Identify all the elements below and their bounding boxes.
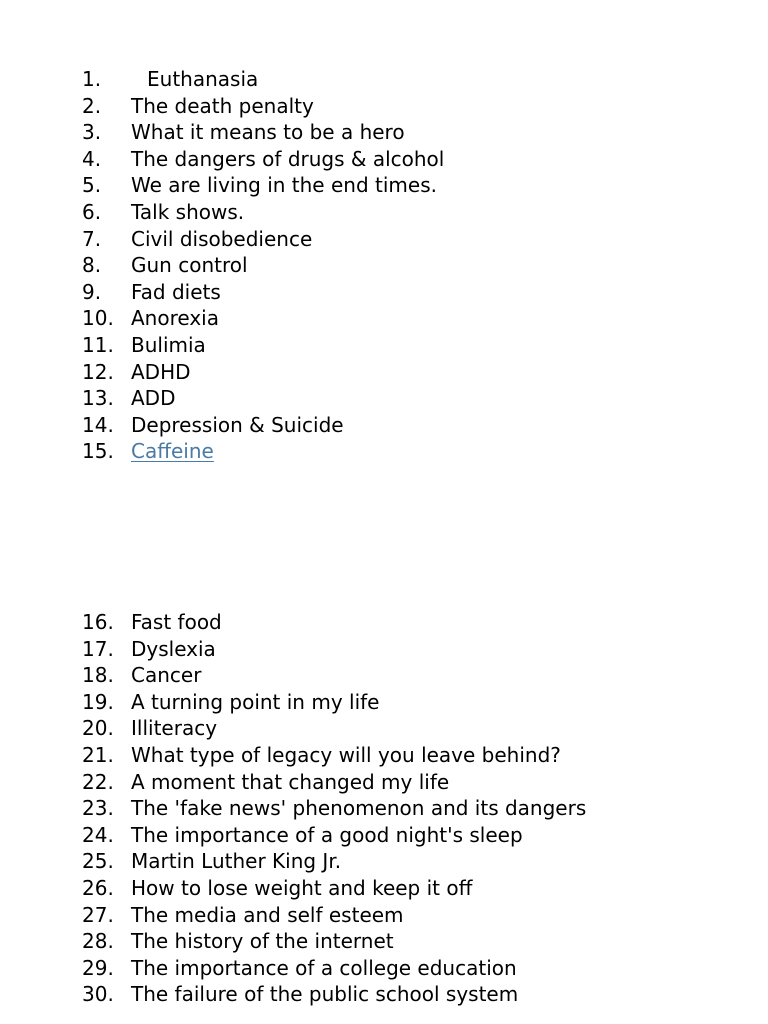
item-text: The dangers of drugs & alcohol <box>131 146 445 171</box>
item-number: 2. <box>82 93 102 118</box>
item-text: The importance of a good night's sleep <box>131 822 523 847</box>
item-text: Bulimia <box>131 332 206 357</box>
list-item <box>82 981 586 1008</box>
item-text: Gun control <box>131 253 248 278</box>
list-item <box>82 902 586 929</box>
topic-list-part-1 <box>82 66 444 465</box>
item-text: We are living in the end times. <box>131 173 437 198</box>
list-item <box>82 715 586 742</box>
item-text: Fast food <box>131 610 222 634</box>
item-text: What type of legacy will you leave behind? <box>131 742 561 767</box>
item-number: 23. <box>82 796 114 821</box>
item-number: 20. <box>82 716 114 741</box>
topic-list-part-2 <box>82 609 586 1008</box>
list-item <box>82 226 444 253</box>
list-item <box>82 412 444 439</box>
item-text: A turning point in my life <box>131 689 380 714</box>
item-number: 24. <box>82 822 114 847</box>
item-number: 7. <box>82 226 102 251</box>
list-item <box>82 662 586 689</box>
item-number: 10. <box>82 306 114 331</box>
list-item <box>82 172 444 199</box>
item-text: What it means to be a hero <box>131 120 405 145</box>
item-text: The 'fake news' phenomenon and its dangers <box>131 796 587 821</box>
item-number: 11. <box>82 332 114 357</box>
item-number: 4. <box>82 146 102 171</box>
item-number: 16. <box>82 610 114 634</box>
item-number: 6. <box>82 199 102 224</box>
item-number: 18. <box>82 663 114 688</box>
item-text: The death penalty <box>131 93 314 118</box>
item-text: Illiteracy <box>131 716 218 741</box>
item-number: 3. <box>82 120 102 145</box>
item-number: 26. <box>82 875 114 900</box>
item-text: Depression & Suicide <box>131 412 344 437</box>
item-number: 5. <box>82 173 102 198</box>
list-item <box>82 279 444 306</box>
item-number: 14. <box>82 412 114 437</box>
list-item <box>82 359 444 386</box>
list-item <box>82 199 444 226</box>
list-item <box>82 609 586 636</box>
list-item <box>82 848 586 875</box>
item-text: Civil disobedience <box>131 226 313 251</box>
item-text: Fad diets <box>131 279 221 304</box>
item-number: 28. <box>82 929 114 954</box>
item-number: 1. <box>82 67 102 91</box>
item-number: 19. <box>82 689 114 714</box>
list-item <box>82 769 586 796</box>
item-number: 21. <box>82 742 114 767</box>
item-text: ADD <box>131 386 176 411</box>
item-number: 9. <box>82 279 102 304</box>
list-item <box>82 742 586 769</box>
item-text: The media and self esteem <box>131 902 404 927</box>
item-text: Dyslexia <box>131 636 216 661</box>
item-number: 27. <box>82 902 114 927</box>
list-item <box>82 332 444 359</box>
list-item <box>82 119 444 146</box>
item-number: 30. <box>82 982 114 1007</box>
item-number: 25. <box>82 849 114 874</box>
item-text: The failure of the public school system <box>131 982 519 1007</box>
item-text: Talk shows. <box>131 199 245 224</box>
item-number: 17. <box>82 636 114 661</box>
list-item <box>82 93 444 120</box>
list-item <box>82 438 444 465</box>
list-item <box>82 66 444 93</box>
list-item <box>82 795 586 822</box>
caffeine-link[interactable]: Caffeine <box>131 439 214 464</box>
list-item <box>82 822 586 849</box>
item-number: 15. <box>82 439 114 464</box>
list-item <box>82 385 444 412</box>
item-number: 13. <box>82 386 114 411</box>
item-number: 22. <box>82 769 114 794</box>
item-text: Euthanasia <box>147 67 259 91</box>
list-item <box>82 636 586 663</box>
list-item <box>82 252 444 279</box>
item-number: 29. <box>82 955 114 980</box>
item-text: Martin Luther King Jr. <box>131 849 342 874</box>
list-item <box>82 305 444 332</box>
list-item <box>82 875 586 902</box>
item-text: Cancer <box>131 663 202 688</box>
item-number: 8. <box>82 253 102 278</box>
item-text: The history of the internet <box>131 929 394 954</box>
item-number: 12. <box>82 359 114 384</box>
item-text: Anorexia <box>131 306 219 331</box>
item-text: The importance of a college education <box>131 955 517 980</box>
item-text: How to lose weight and keep it off <box>131 875 473 900</box>
item-text: ADHD <box>131 359 191 384</box>
list-item <box>82 928 586 955</box>
item-text: A moment that changed my life <box>131 769 450 794</box>
list-item <box>82 146 444 173</box>
list-item <box>82 689 586 716</box>
list-item <box>82 955 586 982</box>
